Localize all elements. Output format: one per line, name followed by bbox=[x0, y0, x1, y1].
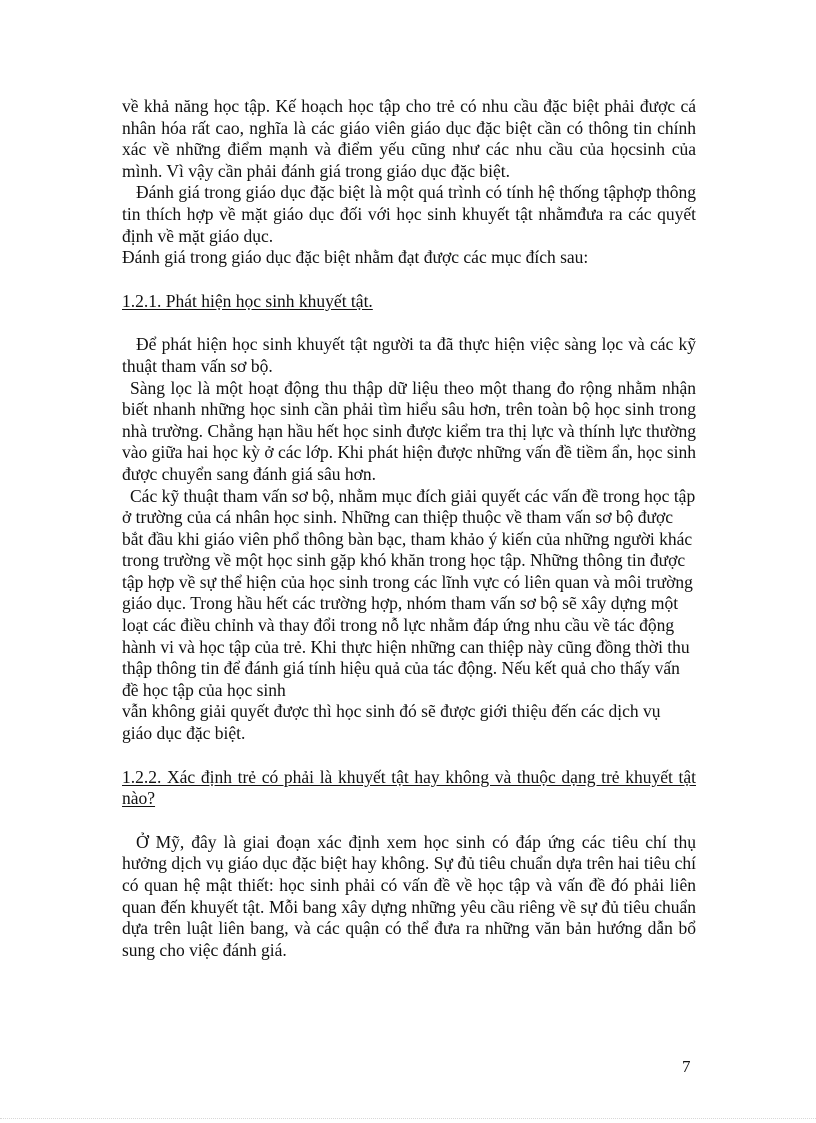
page-bottom-divider bbox=[0, 1118, 816, 1119]
paragraph: vẫn không giải quyết được thì học sinh đó sẽ được giới thiệu đến các dịch vụ bbox=[122, 701, 661, 722]
paragraph: Để phát hiện học sinh khuyết tật người ta đã thực hiện việc sàng lọc và các kỹ thuật tham vấn sơ bộ. bbox=[122, 334, 696, 376]
page-number: 7 bbox=[682, 1057, 691, 1076]
paragraph: Đánh giá trong giáo dục đặc biệt nhằm đạt được các mục đích sau: bbox=[122, 247, 589, 268]
page-body bbox=[122, 96, 696, 961]
section-heading-1-2-1: 1.2.1. Phát hiện học sinh khuyết tật. bbox=[122, 290, 373, 311]
paragraph: giáo dục đặc biệt. bbox=[122, 723, 246, 744]
paragraph: Ở Mỹ, đây là giai đoạn xác định xem học sinh có đáp ứng các tiêu chí thụ hưởng dịch vụ giáo dục đặc biệt hay không. Sự đủ tiêu chuẩn dựa trên hai tiêu chí có quan hệ mật thiết: học sinh phải có vấn đề về học tập và vấn đề đó phải liên quan đến khuyết tật. Mỗi bang xây dựng những yêu cầu riêng về sự đủ tiêu chuẩn dựa trên luật liên bang, và các quận có thể đưa ra những văn bản hướng dẫn bổ sung cho việc đánh giá. bbox=[122, 831, 696, 960]
paragraph: Đánh giá trong giáo dục đặc biệt là một quá trình có tính hệ thống tậphợp thông tin thích hợp về mặt giáo dục đối với học sinh khuyết tật nhằmđưa ra các quyết định về mặt giáo dục. bbox=[122, 182, 696, 246]
paragraph: Các kỹ thuật tham vấn sơ bộ, nhằm mục đích giải quyết các vấn đề trong học tập ở trường của cá nhân học sinh. Những can thiệp thuộc về tham vấn sơ bộ được bắt đầu khi giáo viên phổ thông bàn bạc, tham khảo ý kiến của những người khác trong trường về một học sinh gặp khó khăn trong học tập. Những thông tin được tập hợp về sự thể hiện của học sinh trong các lĩnh vực có liên quan và môi trường giáo dục. Trong hầu hết các trường hợp, nhóm tham vấn sơ bộ sẽ xây dựng một loạt các điều chỉnh và thay đổi trong nỗ lực nhằm đáp ứng nhu cầu về tác động hành vi và học tập của trẻ. Khi thực hiện những can thiệp này cũng đồng thời thu thập thông tin để đánh giá tính hiệu quả của tác động. Nếu kết quả cho thấy vấn đề học tập của học sinh bbox=[122, 485, 696, 700]
paragraph: Sàng lọc là một hoạt động thu thập dữ liệu theo một thang đo rộng nhằm nhận biết nhanh những học sinh cần phải tìm hiểu sâu hơn, trên toàn bộ học sinh trong nhà trường. Chẳng hạn hầu hết học sinh được kiểm tra thị lực và thính lực thường vào giữa hai học kỳ ở các lớp. Khi phát hiện được những vấn đề tiềm ẩn, học sinh được chuyển sang đánh giá sâu hơn. bbox=[122, 377, 696, 484]
paragraph: về khả năng học tập. Kế hoạch học tập cho trẻ có nhu cầu đặc biệt phải được cá nhân hóa rất cao, nghĩa là các giáo viên giáo dục đặc biệt cần có thông tin chính xác về những điểm mạnh và điểm yếu cũng như các nhu cầu của họcsinh của mình. Vì vậy cần phải đánh giá trong giáo dục đặc biệt. bbox=[122, 96, 696, 181]
section-heading-1-2-2: 1.2.2. Xác định trẻ có phải là khuyết tật hay không và thuộc dạng trẻ khuyết tật nào? bbox=[122, 766, 696, 809]
